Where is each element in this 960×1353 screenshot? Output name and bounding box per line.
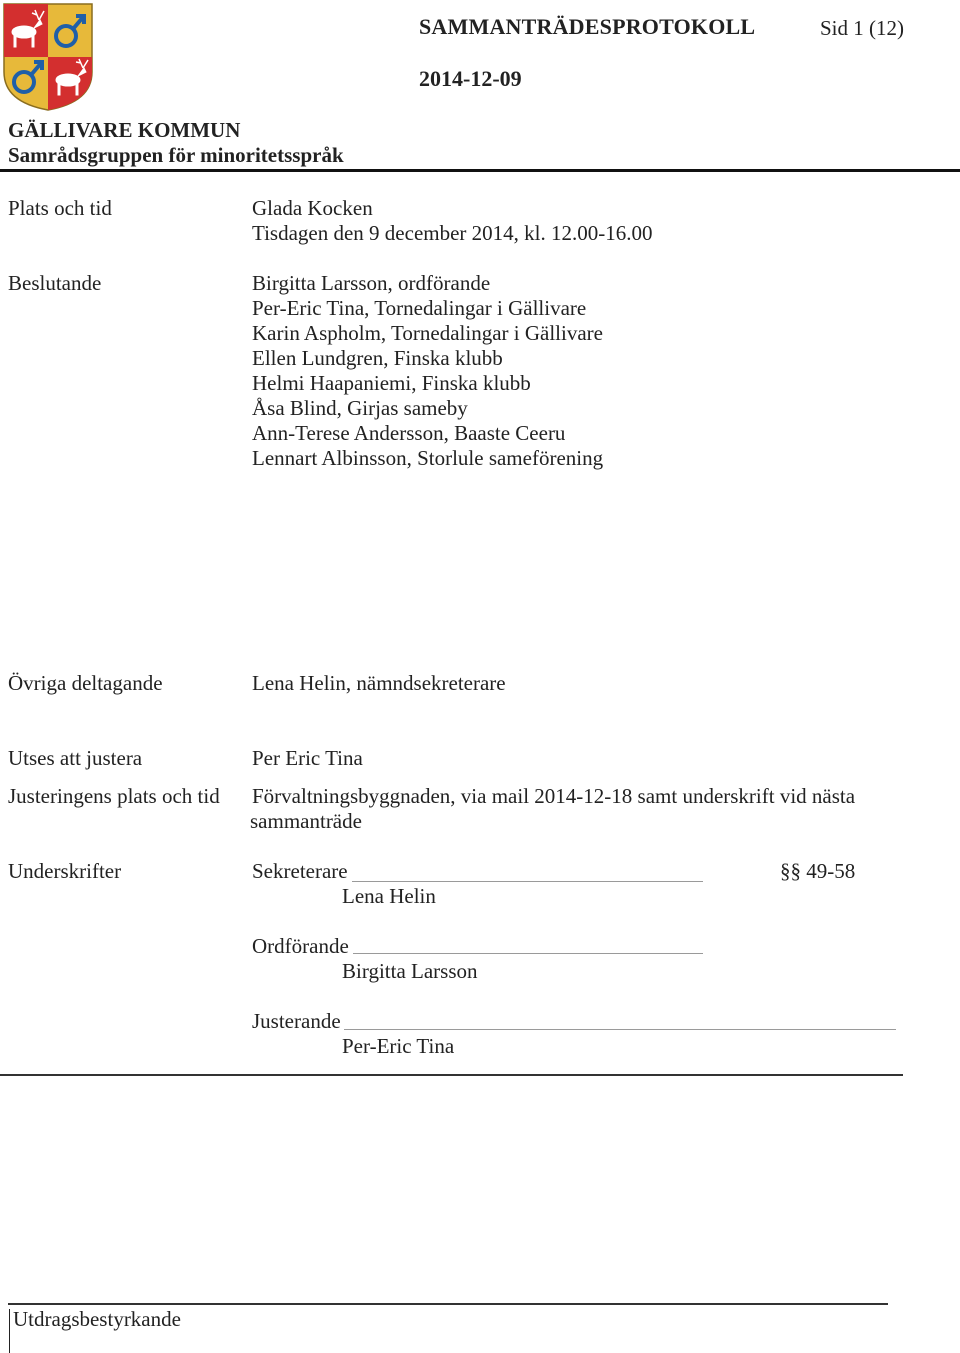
gallivare-coat-of-arms-logo [2,2,94,112]
secretary-role: Sekreterare [252,859,348,883]
document-title: SAMMANTRÄDESPROTOKOLL [419,14,756,39]
signatures-divider [0,1074,903,1076]
place-value: Glada Kocken [252,196,373,220]
adjuster-signature-line [344,1029,896,1030]
adjust-place-line2: sammanträde [250,809,362,833]
deciding-member: Ellen Lundgren, Finska klubb [252,346,503,370]
place-block [252,196,653,246]
signatures-label: Underskrifter [8,859,122,883]
secretary-signature-line [352,881,703,882]
adjust-place-line1: Förvaltningsbyggnaden, via mail 2014-12-18 samt underskrift vid nästa [252,784,856,808]
chair-signature-line [353,953,703,954]
deciding-list [252,271,603,471]
page-number: Sid 1 (12) [820,16,904,40]
others-value: Lena Helin, nämndsekreterare [252,671,506,695]
organization-name: GÄLLIVARE KOMMUN [8,118,241,142]
deciding-member: Lennart Albinsson, Storlule sameförening [252,446,604,470]
chair-name: Birgitta Larsson [342,959,478,983]
footer-vertical-mark [9,1309,10,1353]
header-divider [0,169,960,172]
deciding-member: Helmi Haapaniemi, Finska klubb [252,371,531,395]
footer-divider [8,1303,888,1305]
deciding-label: Beslutande [8,271,102,295]
meeting-date: 2014-12-09 [419,66,522,91]
secretary-name: Lena Helin [342,884,436,908]
deciding-member: Per-Eric Tina, Tornedalingar i Gällivare [252,296,587,320]
paragraph-range: §§ 49-58 [780,859,856,883]
place-label: Plats och tid [8,196,112,220]
chair-role: Ordförande [252,934,349,958]
footer-label: Utdragsbestyrkande [13,1307,181,1331]
deciding-member: Birgitta Larsson, ordförande [252,271,491,295]
adjust-place-label: Justeringens plats och tid [8,784,220,808]
adjuster-role: Justerande [252,1009,341,1033]
others-label: Övriga deltagande [8,671,163,695]
group-name: Samrådsgruppen för minoritetsspråk [8,143,344,167]
adjuster-value: Per Eric Tina [252,746,363,770]
time-value: Tisdagen den 9 december 2014, kl. 12.00-16.00 [252,221,653,245]
adjuster-label: Utses att justera [8,746,143,770]
deciding-member: Ann-Terese Andersson, Baaste Ceeru [252,421,566,445]
adjuster-name: Per-Eric Tina [342,1034,455,1058]
deciding-member: Åsa Blind, Girjas sameby [252,396,468,420]
deciding-member: Karin Aspholm, Tornedalingar i Gällivare [252,321,603,345]
